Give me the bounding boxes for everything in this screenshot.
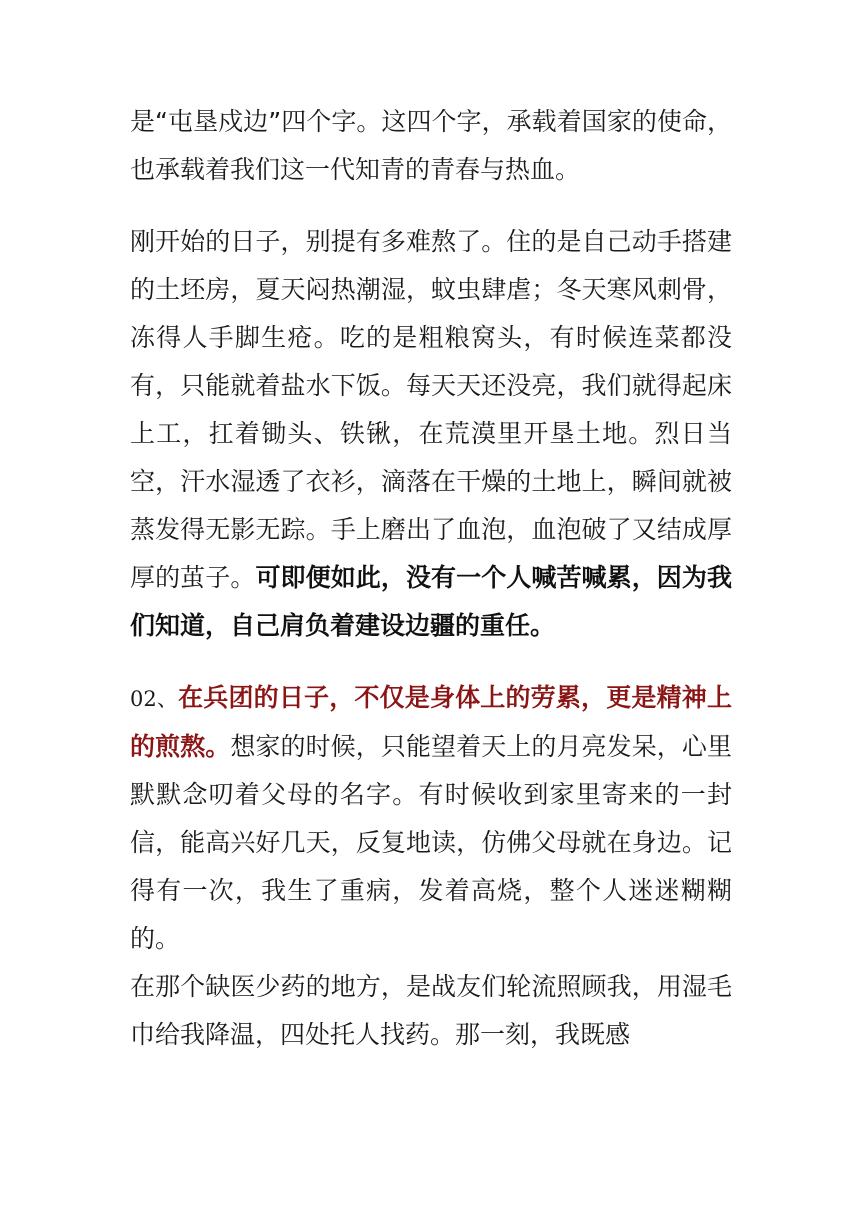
paragraph-2 [130,218,732,650]
section-number: 02、 [130,687,179,711]
paragraph-3 [130,674,732,963]
paragraph-1 [130,98,732,194]
paragraph-2-bold-text: 可即便如此，没有一个人喊苦喊累，因为我们知道，自己肩负着建设边疆的重任。 [130,563,732,640]
paragraph-2-text: 刚开始的日子，别提有多难熬了。住的是自己动手搭建的土坯房，夏天闷热潮湿，蚊虫肆虐；冬天寒风刺骨，冻得人手脚生疮。吃的是粗粮窝头，有时候连菜都没有，只能就着盐水下饭。每天天还没亮，我们就得起床上工，扛着锄头、铁锹，在荒漠里开垦土地。烈日当空，汗水湿透了衣衫，滴落在干燥的土地上，瞬间就被蒸发得无影无踪。手上磨出了血泡，血泡破了又结成厚厚的茧子。 [130,227,732,592]
paragraph-3-text: 想家的时候，只能望着天上的月亮发呆，心里默默念叨着父母的名字。有时候收到家里寄来的一封信，能高兴好几天，反复地读，仿佛父母就在身边。记得有一次，我生了重病，发着高烧，整个人迷迷糊糊的。 [130,732,732,953]
paragraph-4 [130,963,732,1059]
article-body [130,98,732,1059]
paragraph-1-text: 是“屯垦戍边”四个字。这四个字，承载着国家的使命，也承载着我们这一代知青的青春与热血。 [130,107,732,184]
paragraph-4-text: 在那个缺医少药的地方，是战友们轮流照顾我，用湿毛巾给我降温，四处托人找药。那一刻，我既感 [130,972,732,1049]
section-highlight: 在兵团的日子，不仅是身体上的劳累，更是精神上的煎熬。 [130,683,732,761]
